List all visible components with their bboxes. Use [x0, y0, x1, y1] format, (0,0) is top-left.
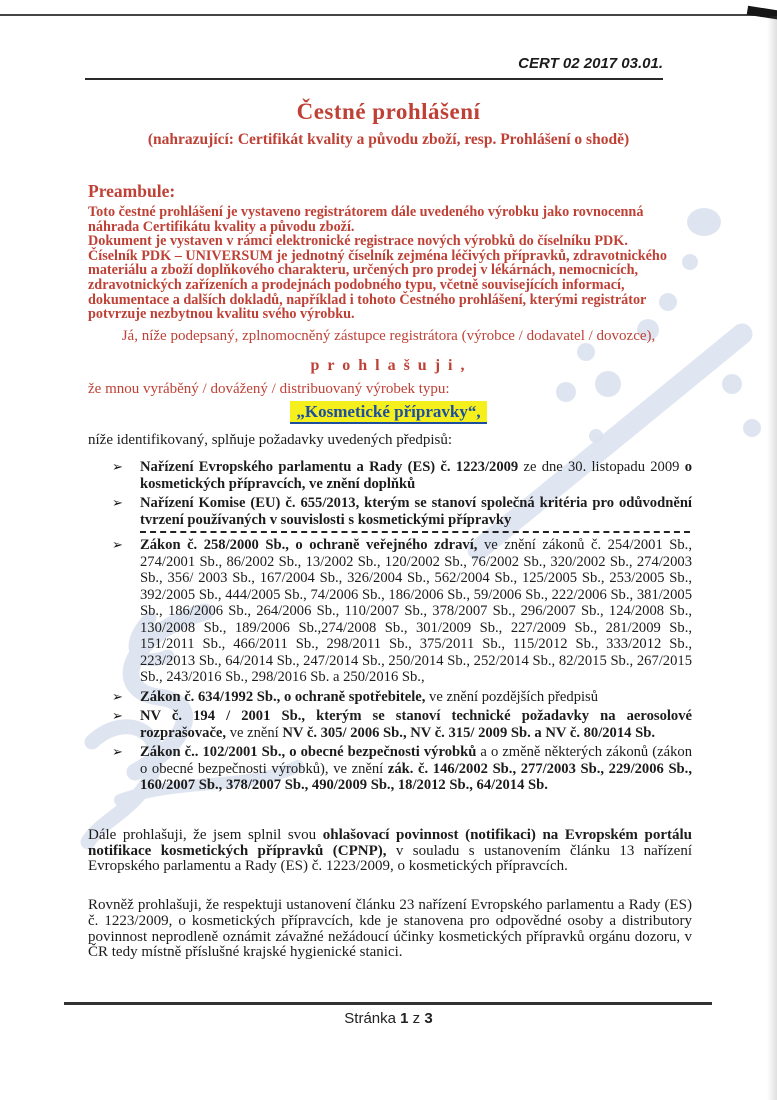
product-name-highlighted: „Kosmetické přípravky“, [290, 401, 486, 424]
document-reference-code: CERT 02 2017 03.01. [518, 55, 663, 72]
preamble-paragraph-2: Dokument je vystaven v rámci elektronické registrace nových výrobků do číselníku PDK. [88, 233, 628, 250]
declaration-compliance-line: níže identifikovaný, splňuje požadavky uvedených předpisů: [88, 432, 453, 448]
list-item-text: Zákon č. 634/1992 Sb., o ochraně spotřebitele, ve znění pozdějších předpisů [140, 688, 599, 705]
preamble-paragraph-3: Číselník PDK – UNIVERSUM je jednotný číselník zejména léčivých přípravků, zdravotnického materiálu a zboží doplňkového charakteru, určených pro prodej v lékárnách, nemocnicích, zdravotnických zařízeních a prodejnách podobného typu, včetně souvisejících informací, dokumentace a dalších dokladů, například i tohoto Čestného prohlášení, kterými registrátor potvrzuje nezbytnou kvalitu svého výrobku. [88, 247, 667, 323]
list-item-text: Zákon č. 258/2000 Sb., o ochraně veřejného zdraví, ve znění zákonů č. 254/2001 Sb., 274/2001 Sb., 86/2002 Sb., 13/2002 Sb., 120/2002 Sb., 76/2002 Sb., 320/2002 Sb., 274/2003 Sb., 356/ 2003 Sb., 167/2004 Sb., 326/2004 Sb., 562/2004 Sb., 125/2005 Sb., 253/2005 Sb., 392/2005 Sb., 444/2005 Sb., 74/2006 Sb., 186/2006 Sb., 59/2006 Sb., 222/2006 Sb., 381/2005 Sb., 186/2006 Sb., 264/2006 Sb., 110/2007 Sb., 378/2007 Sb., 296/2007 Sb., 124/2008 Sb., 130/2008 Sb., 189/2006 Sb.,274/2008 Sb., 301/2009 Sb., 227/2009 Sb., 281/2009 Sb., 151/2011 Sb., 466/2011 Sb., 298/2011 Sb., 375/2011 Sb., 115/2012 Sb., 333/2012 Sb., 223/2013 Sb., 64/2014 Sb., 247/2014 Sb., 250/2014 Sb., 252/2014 Sb., 82/2015 Sb., 267/2015 Sb., 243/2016 Sb., 298/2016 Sb. a 250/2016 Sb., [140, 537, 692, 685]
preamble-section [88, 181, 692, 322]
scan-edge-right [767, 16, 777, 1100]
list-item-text: Nařízení Evropského parlamentu a Rady (ES) č. 1223/2009 ze dne 30. listopadu 2009 o kosmetických přípravcích, ve znění doplňků [140, 459, 692, 492]
list-item [88, 537, 692, 686]
declaration-product-line: že mnou vyráběný / dovážený / distribuovaný výrobek typu: [88, 381, 450, 397]
list-item [88, 744, 692, 794]
arrow-bullet-icon: ➢ [112, 688, 123, 704]
list-item [88, 495, 692, 528]
list-item-text: NV č. 194 / 2001 Sb., kterým se stanoví technické požadavky na aerosolové rozprašovače, ve znění NV č. 305/ 2006 Sb., NV č. 315/ 2009 Sb. a NV č. 80/2014 Sb. [140, 708, 692, 741]
closing-paragraph-notification: Dále prohlašuji, že jsem splnil svou ohlašovací povinnost (notifikaci) na Evropském portálu notifikace kosmetických přípravků (CPNP), v souladu s ustanovením článku 13 nařízení Evropského parlamentu a Rady (ES) č. 1223/2009, o kosmetických přípravcích. [88, 827, 692, 875]
declaration-verb: p r o h l a š u j i , [310, 357, 467, 374]
preamble-paragraph-1: Toto čestné prohlášení je vystaveno registrátorem dále uvedeného výrobku jako rovnocenná náhrada Certifikátu kvality a původu zboží. [88, 204, 644, 235]
scan-edge-top [0, 14, 777, 16]
preamble-heading: Preambule: [88, 181, 176, 201]
declaration-intro: Já, níže podepsaný, zplnomocněný zástupce registrátora (výrobce / dodavatel / dovozce), [121, 328, 656, 344]
list-item-text: Zákon č.. 102/2001 Sb., o obecné bezpečnosti výrobků a o změně některých zákonů (zákon o obecné bezpečnosti výrobků), ve znění zák. č. 146/2002 Sb., 277/2003 Sb., 229/2006 Sb., 160/2007 Sb., 378/2007 Sb., 490/2009 Sb., 18/2012 Sb., 64/2014 Sb. [140, 744, 692, 793]
footer-rule [64, 1002, 712, 1005]
header-rule [85, 78, 663, 80]
arrow-bullet-icon: ➢ [112, 744, 123, 759]
page-title: Čestné prohlášení [296, 99, 481, 124]
list-item-text: Nařízení Komise (EU) č. 655/2013, kterým se stanoví společná kritéria pro odůvodnění tvrzení používaných v souvislosti s kosmetickými přípravky [140, 495, 692, 528]
list-item [88, 708, 692, 741]
arrow-bullet-icon: ➢ [112, 459, 123, 474]
dashed-divider [140, 531, 690, 533]
list-item [88, 459, 692, 492]
arrow-bullet-icon: ➢ [112, 495, 123, 510]
regulations-and-laws-list [88, 459, 692, 797]
arrow-bullet-icon: ➢ [112, 708, 123, 723]
closing-paragraph-article23: Rovněž prohlašuji, že respektuji ustanovení článku 23 nařízení Evropského parlamentu a Rady (ES) č. 1223/2009, o kosmetických přípravcích, kde je stanovena pro odpovědné osoby a distributory povinnost neprodleně oznámit závažné nežádoucí účinky kosmetických přípravků orgánu dozoru, v ČR tedy místně příslušné krajské hygienické stanici. [88, 897, 692, 961]
page-number: Stránka 1 z 3 [344, 1010, 433, 1027]
page-subtitle: (nahrazující: Certifikát kvality a původu zboží, resp. Prohlášení o shodě) [147, 131, 630, 148]
arrow-bullet-icon: ➢ [112, 537, 123, 552]
product-name-row [0, 401, 777, 424]
list-item [88, 689, 692, 706]
